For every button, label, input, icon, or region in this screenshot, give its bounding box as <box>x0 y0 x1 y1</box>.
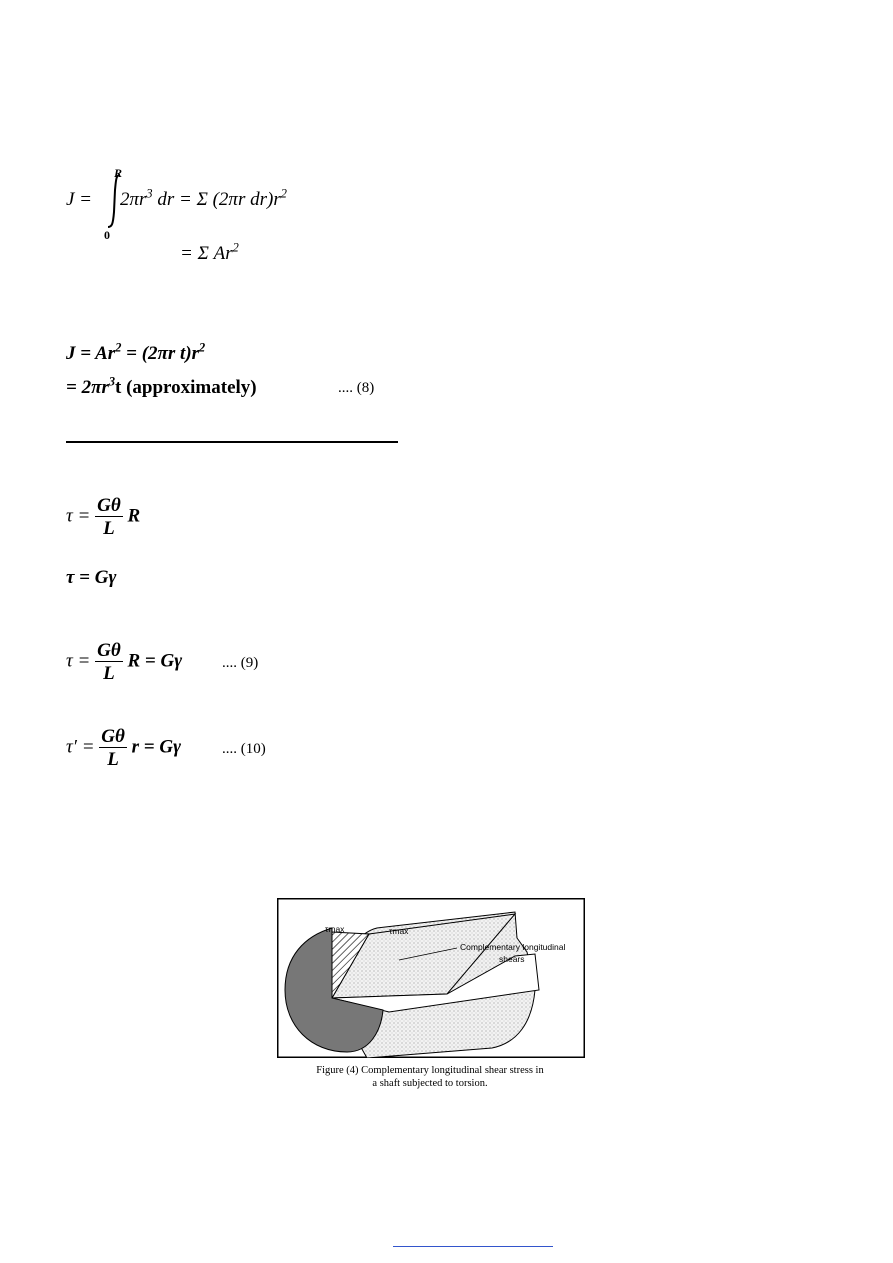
fraction: $\frac{G\theta}{L}$ <box>97 495 121 539</box>
eq-polar-moment-line1 <box>66 190 92 209</box>
upper-limit: R <box>114 166 123 180</box>
eq-8-line2: = $2\pi r^3t$ (approximately) <box>66 374 257 398</box>
caption-line-2: a shaft subjected to torsion. <box>372 1078 488 1090</box>
eq-tau-2: τ = Gγ <box>66 567 117 588</box>
eq-polar-moment-line2: = Σ Ar$^2$ <box>180 240 239 264</box>
lower-limit: 0 <box>104 228 110 242</box>
figure-label-shears: Complementary longitudinal <box>460 942 566 952</box>
figure-label-tau-max-2: τmax <box>389 926 409 936</box>
footer-link[interactable] <box>393 1240 553 1247</box>
eq-9: τ = $\frac{G\theta}{L}$ R = Gγ <box>66 640 183 684</box>
section-divider <box>66 441 398 443</box>
eq-polar-moment-rhs: $2\pi r^3$ dr = Σ (2πr $dr)r^2$ <box>120 186 287 210</box>
figure-4 <box>277 898 585 1058</box>
eq-tau-1: τ = $\frac{G\theta}{L}$ R <box>66 495 141 539</box>
fraction: $\frac{G\theta}{L}$ <box>101 726 125 770</box>
eq-lhs: J = <box>66 189 93 210</box>
fraction: $\frac{G\theta}{L}$ <box>97 640 121 684</box>
eq-10-number: .... (10) <box>222 741 266 757</box>
figure-label-tau-max-1: τmax <box>325 924 345 934</box>
shaft-torsion-diagram <box>277 898 585 1058</box>
figure-label-shears-2: shears <box>499 954 525 964</box>
eq-8-line1: $J = Ar^2 = (2\pi r$ $t)r^2$ <box>66 340 206 364</box>
eq-8-number: .... (8) <box>338 380 375 396</box>
eq-10: τ′ = $\frac{G\theta}{L}$ r = Gγ <box>66 726 181 770</box>
figure-caption <box>290 1064 570 1090</box>
caption-line-1: Figure (4) Complementary longitudinal shear stress in <box>316 1065 544 1076</box>
eq-9-number: .... (9) <box>222 655 259 671</box>
